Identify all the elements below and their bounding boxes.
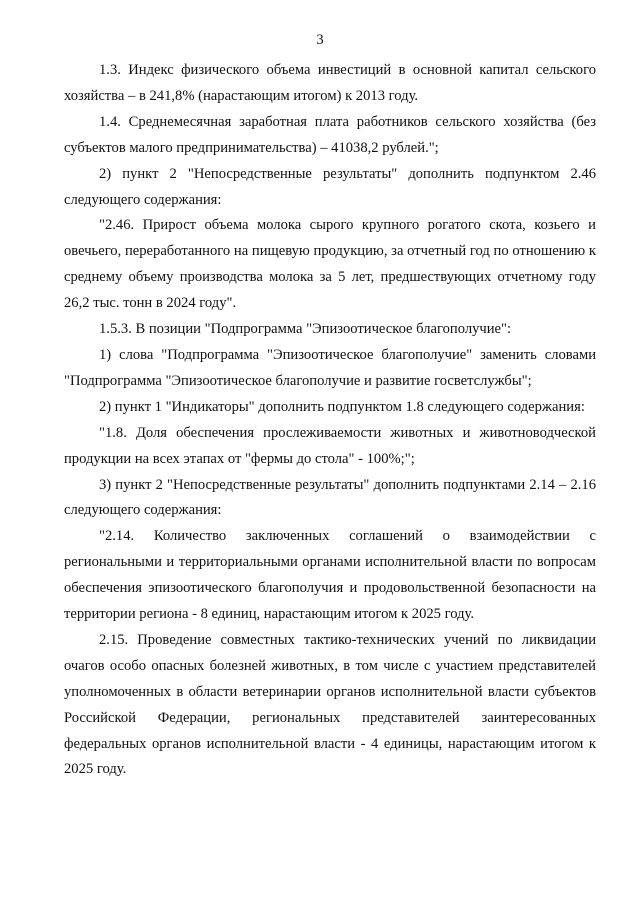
paragraph-1-5-3: 1.5.3. В позиции "Подпрограмма "Эпизоотическое благополучие":: [99, 321, 512, 338]
paragraph-1-4: 1.4. Среднемесячная заработная плата работников сельского хозяйства (без субъектов малого предпринимательства) – 41038,2 рублей.";: [64, 113, 596, 156]
page-number: 3: [316, 32, 324, 48]
paragraph-2-15: 2.15. Проведение совместных тактико-технических учений по ликвидации очагов особо опасных болезней животных, в том числе с участием представителей уполномоченных в области ветеринарии органов исполнительной власти субъектов Российской Федерации, региональных представителей заинтересованных федеральных органов исполнительной власти - 4 единицы, нарастающим итогом к 2025 году.: [64, 631, 596, 778]
paragraph-item-3-results: 3) пункт 2 "Непосредственные результаты" дополнить подпунктами 2.14 – 2.16 следующего содержания:: [64, 476, 596, 519]
paragraph-2-46: "2.46. Прирост объема молока сырого крупного рогатого скота, козьего и овечьего, переработанного на пищевую продукцию, за отчетный год по отношению к среднему объему производства молока за 5 лет, предшествующих отчетному году 26,2 тыс. тонн в 2024 году".: [64, 217, 596, 312]
paragraph-1-8: "1.8. Доля обеспечения прослеживаемости животных и животноводческой продукции на всех этапах от "фермы до стола" - 100%;";: [64, 424, 596, 467]
paragraph-item-1-words: 1) слова "Подпрограмма "Эпизоотическое благополучие" заменить словами "Подпрограмма "Эпизоотическое благополучие и развитие госветслужбы";: [64, 346, 596, 389]
document-body: [64, 58, 596, 783]
paragraph-item-2-results: 2) пункт 2 "Непосредственные результаты" дополнить подпунктом 2.46 следующего содержания:: [64, 165, 596, 208]
paragraph-item-2-indicators: 2) пункт 1 "Индикаторы" дополнить подпунктом 1.8 следующего содержания:: [99, 398, 585, 415]
paragraph-2-14: "2.14. Количество заключенных соглашений о взаимодействии с региональными и территориальными органами исполнительной власти по вопросам обеспечения эпизоотического благополучия и продовольственной безопасности на территории региона - 8 единиц, нарастающим итогом к 2025 году.: [64, 528, 596, 623]
paragraph-1-3: 1.3. Индекс физического объема инвестиций в основной капитал сельского хозяйства – в 241,8% (нарастающим итогом) к 2013 году.: [64, 62, 596, 104]
